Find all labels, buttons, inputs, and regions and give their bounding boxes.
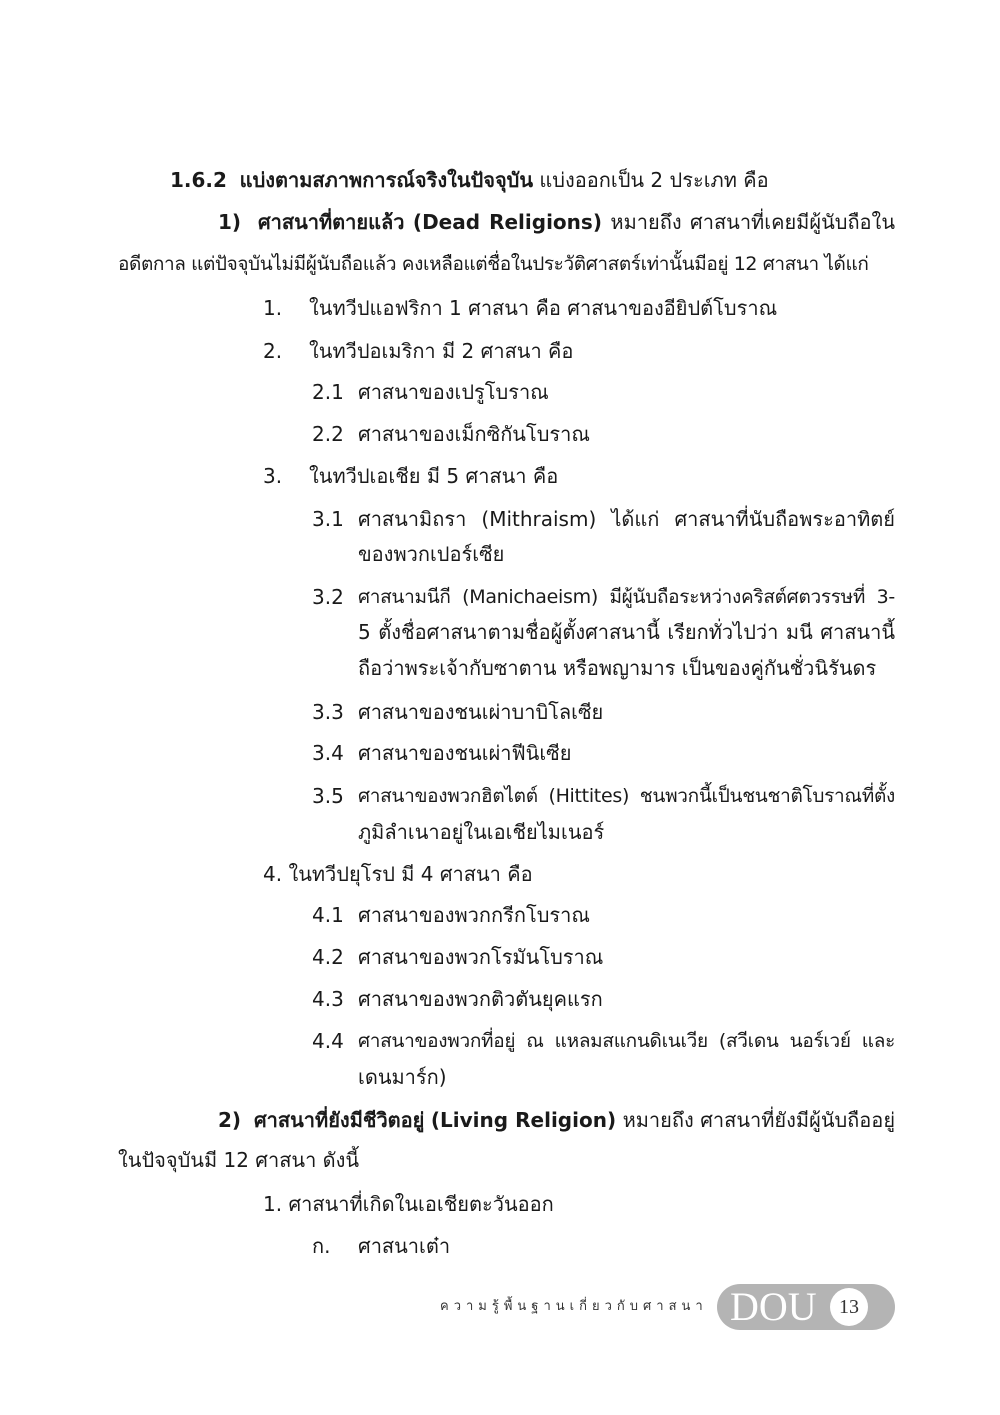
living-religions-line1 — [218, 1106, 895, 1134]
list-item-asia — [263, 462, 558, 490]
item-number: 3.3 — [312, 700, 344, 724]
item-number: 2.1 — [312, 380, 344, 404]
list-item-africa — [263, 294, 777, 322]
item-number: 4.2 — [312, 945, 344, 969]
living-line1-rest: หมายถึง ศาสนาที่ยังมีผู้นับถืออยู่ — [622, 1108, 896, 1132]
dead-english: (Dead Religions) — [412, 210, 602, 234]
item-text: ในทวีปอเมริกา มี 2 ศาสนา คือ — [309, 339, 574, 363]
item-number: 3. — [263, 464, 283, 488]
living-title: ศาสนาที่ยังมีชีวิตอยู่ — [253, 1108, 425, 1132]
list-item-europe-3 — [312, 985, 603, 1013]
list-item-europe-1 — [312, 901, 590, 929]
list-item-asia-2-line2: 5 ตั้งชื่อศาสนาตามชื่อผู้ตั้งศาสนานี้ เรียกทั่วไปว่า มนี ศาสนานี้ — [358, 620, 895, 644]
item-text: ศาสนาของเม็กซิกันโบราณ — [358, 422, 590, 446]
section-title-rest: แบ่งออกเป็น 2 ประเภท คือ — [539, 168, 769, 192]
item-text: ในทวีปแอฟริกา 1 ศาสนา คือ ศาสนาของอียิปต์โบราณ — [309, 296, 778, 320]
item-text: ศาสนาของพวกติวตันยุคแรก — [358, 987, 603, 1011]
list-item-east-asia-1 — [312, 1232, 450, 1260]
list-item-asia-5-line2: ภูมิลำเนาอยู่ในเอเชียไมเนอร์ — [358, 820, 605, 844]
list-item-asia-5-line1: ศาสนาของพวกฮิตไตต์ (Hittites) ชนพวกนี้เป็นชนชาติโบราณที่ตั้ง — [358, 785, 895, 807]
living-english: (Living Religion) — [430, 1108, 617, 1132]
list-item-east-asia: 1. ศาสนาที่เกิดในเอเชียตะวันออก — [263, 1192, 554, 1216]
item-text: ศาสนาของเปรูโบราณ — [358, 380, 549, 404]
dead-title: ศาสนาที่ตายแล้ว — [257, 210, 405, 234]
list-item-europe-4-line2: เดนมาร์ก) — [358, 1065, 447, 1089]
dead-religions-line1 — [218, 208, 895, 236]
item-text: ศาสนาของพวกกรีกโบราณ — [358, 903, 590, 927]
section-heading — [170, 166, 769, 194]
list-item-asia-2-number: 3.2 — [312, 585, 344, 609]
list-item-asia-1-number: 3.1 — [312, 507, 344, 531]
section-number: 1.6.2 — [170, 168, 227, 192]
footer-book-title: ความรู้พื้นฐานเกี่ยวกับศาสนา — [440, 1299, 708, 1314]
list-item-europe: 4. ในทวีปยุโรป มี 4 ศาสนา คือ — [263, 862, 533, 886]
list-item-europe-4-line1: ศาสนาของพวกที่อยู่ ณ แหลมสแกนดิเนเวีย (สวีเดน นอร์เวย์ และ — [358, 1030, 895, 1052]
item-text: ในทวีปเอเชีย มี 5 ศาสนา คือ — [309, 464, 559, 488]
dead-label: 1) — [218, 210, 242, 234]
item-number: 4.1 — [312, 903, 344, 927]
item-text: ศาสนาของชนเผ่าบาบิโลเซีย — [358, 700, 604, 724]
item-number: ก. — [312, 1234, 331, 1258]
item-number: 3.4 — [312, 741, 344, 765]
list-item-asia-2-line1: ศาสนามนีกี (Manichaeism) มีผู้นับถือระหว่างคริสต์ศตวรรษที่ 3- — [358, 586, 895, 608]
list-item-asia-1-line1: ศาสนามิถรา (Mithraism) ได้แก่ ศาสนาที่นับถือพระอาทิตย์ — [358, 507, 895, 531]
living-religions-line2: ในปัจจุบันมี 12 ศาสนา ดังนี้ — [118, 1148, 360, 1172]
list-item-asia-1-line2: ของพวกเปอร์เซีย — [358, 542, 505, 566]
dou-logo-text: DOU — [730, 1284, 817, 1329]
list-item-america — [263, 337, 573, 365]
section-title: แบ่งตามสภาพการณ์จริงในปัจจุบัน — [239, 168, 534, 192]
page-number: 13 — [839, 1296, 859, 1318]
list-item-america-1 — [312, 378, 549, 406]
list-item-america-2 — [312, 420, 590, 448]
item-text: ศาสนาของพวกโรมันโบราณ — [358, 945, 604, 969]
dead-religions-line2: อดีตกาล แต่ปัจจุบันไม่มีผู้นับถือแล้ว คงเหลือแต่ชื่อในประวัติศาสตร์เท่านั้นมีอยู่ 12 ศาสนา ได้แก่ — [118, 253, 869, 275]
list-item-europe-4-number: 4.4 — [312, 1029, 344, 1053]
list-item-asia-3 — [312, 698, 603, 726]
item-number: 2. — [263, 339, 283, 363]
item-number: 2.2 — [312, 422, 344, 446]
item-number: 1. — [263, 296, 283, 320]
item-text: ศาสนาของชนเผ่าฟีนิเซีย — [358, 741, 572, 765]
dead-line1-rest: หมายถึง ศาสนาที่เคยมีผู้นับถือใน — [610, 210, 895, 234]
living-label: 2) — [218, 1108, 242, 1132]
list-item-europe-2 — [312, 943, 603, 971]
list-item-asia-4 — [312, 739, 571, 767]
item-text: ศาสนาเต๋า — [358, 1234, 451, 1258]
item-number: 4.3 — [312, 987, 344, 1011]
list-item-asia-5-number: 3.5 — [312, 784, 344, 808]
list-item-asia-2-line3: ถือว่าพระเจ้ากับซาตาน หรือพญามาร เป็นของคู่กันชั่วนิรันดร — [358, 656, 877, 680]
